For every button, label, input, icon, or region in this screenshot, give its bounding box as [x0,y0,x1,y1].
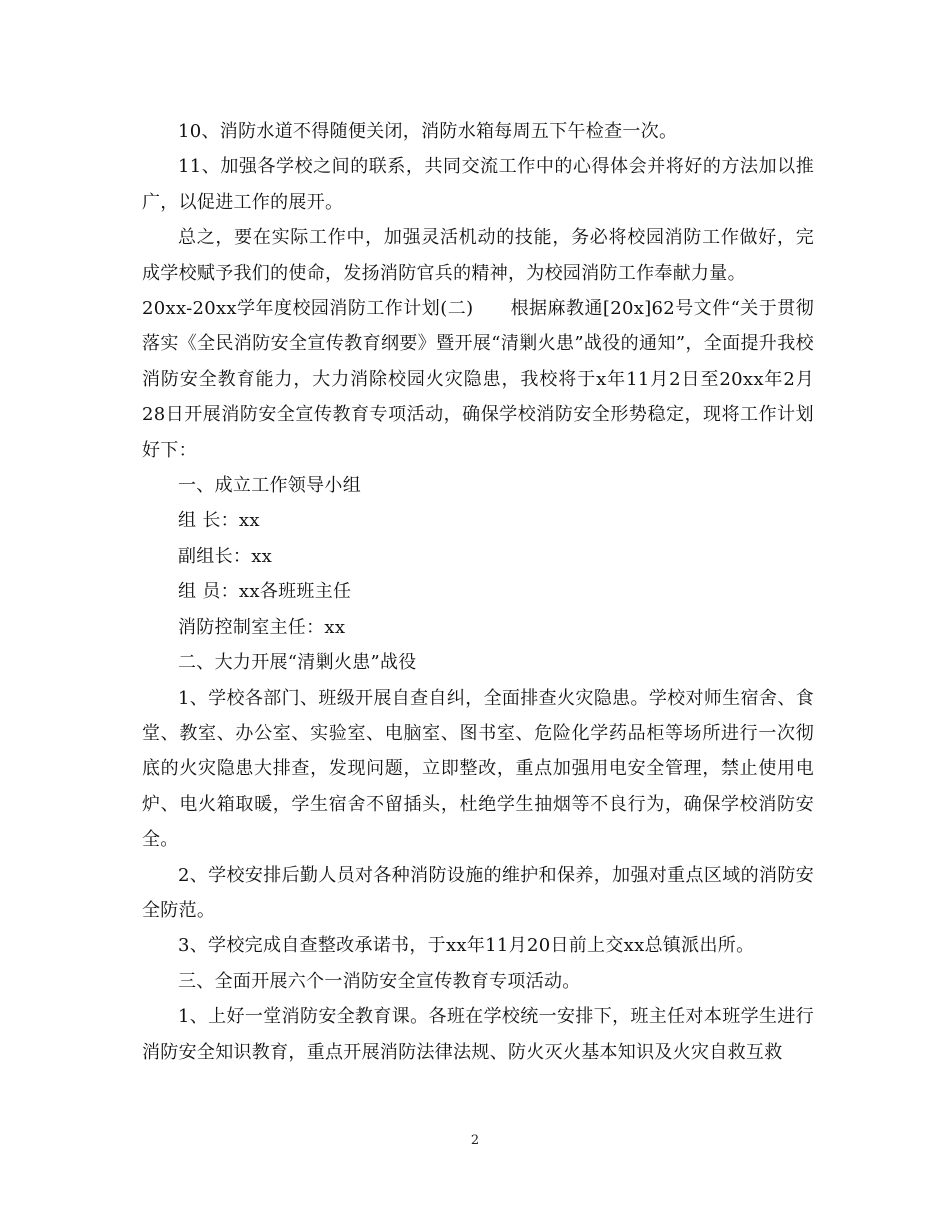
page-number: 2 [470,1133,480,1148]
document-body [142,114,814,1070]
section-heading-leadership-group: 一、成立工作领导小组 [178,475,361,497]
paragraph-control-room-director: 消防控制室主任：xx [178,616,346,638]
section-heading-education-activities: 三、全面开展六个一消防安全宣传教育专项活动。 [178,970,581,992]
paragraph-group-leader: 组 长：xx [178,510,260,532]
paragraph-summary: 总之，要在实际工作中，加强灵活机动的技能，务必将校园消防工作做好，完成学校赋予我们的使命，发扬消防官兵的精神，为校园消防工作奉献力量。 [142,227,814,284]
paragraph-group-members: 组 员：xx各班班主任 [178,581,352,603]
paragraph-plan-two-intro: 20xx-20xx学年度校园消防工作计划(二) 根据麻教通[20x]62号文件“关于贯彻落实《全民消防安全宣传教育纲要》暨开展“清剿火患”战役的通知”，全面提升我校消防安全教育能力，大力消除校园火灾隐患，我校将于x年11月2日至20xx年2月28日开展消防安全宣传教育专项活动，确保学校消防安全形势稳定，现将工作计划好下： [142,298,814,461]
section-heading-fire-campaign: 二、大力开展“清剿火患”战役 [178,652,417,674]
paragraph-campaign-item-1: 1、学校各部门、班级开展自查自纠，全面排查火灾隐患。学校对师生宿舍、食堂、教室、办公室、实验室、电脑室、图书室、危险化学药品柜等场所进行一次彻底的火灾隐患大排查，发现问题，立即整改，重点加强用电安全管理，禁止使用电炉、电火箱取暖，学生宿舍不留插头，杜绝学生抽烟等不良行为，确保学校消防安全。 [142,687,814,851]
paragraph-campaign-item-3: 3、学校完成自查整改承诺书，于xx年11月20日前上交xx总镇派出所。 [178,935,755,957]
paragraph-item-11: 11、加强各学校之间的联系，共同交流工作中的心得体会并将好的方法加以推广，以促进工作的展开。 [142,156,814,213]
paragraph-deputy-leader: 副组长：xx [178,545,273,567]
paragraph-education-item-1: 1、上好一堂消防安全教育课。各班在学校统一安排下，班主任对本班学生进行消防安全知识教育，重点开展消防法律法规、防火灭火基本知识及火灾自救互救 [142,1006,814,1063]
paragraph-campaign-item-2: 2、学校安排后勤人员对各种消防设施的维护和保养，加强对重点区域的消防安全防范。 [142,864,814,921]
paragraph-item-10: 10、消防水道不得随便关闭，消防水箱每周五下午检查一次。 [178,121,678,142]
